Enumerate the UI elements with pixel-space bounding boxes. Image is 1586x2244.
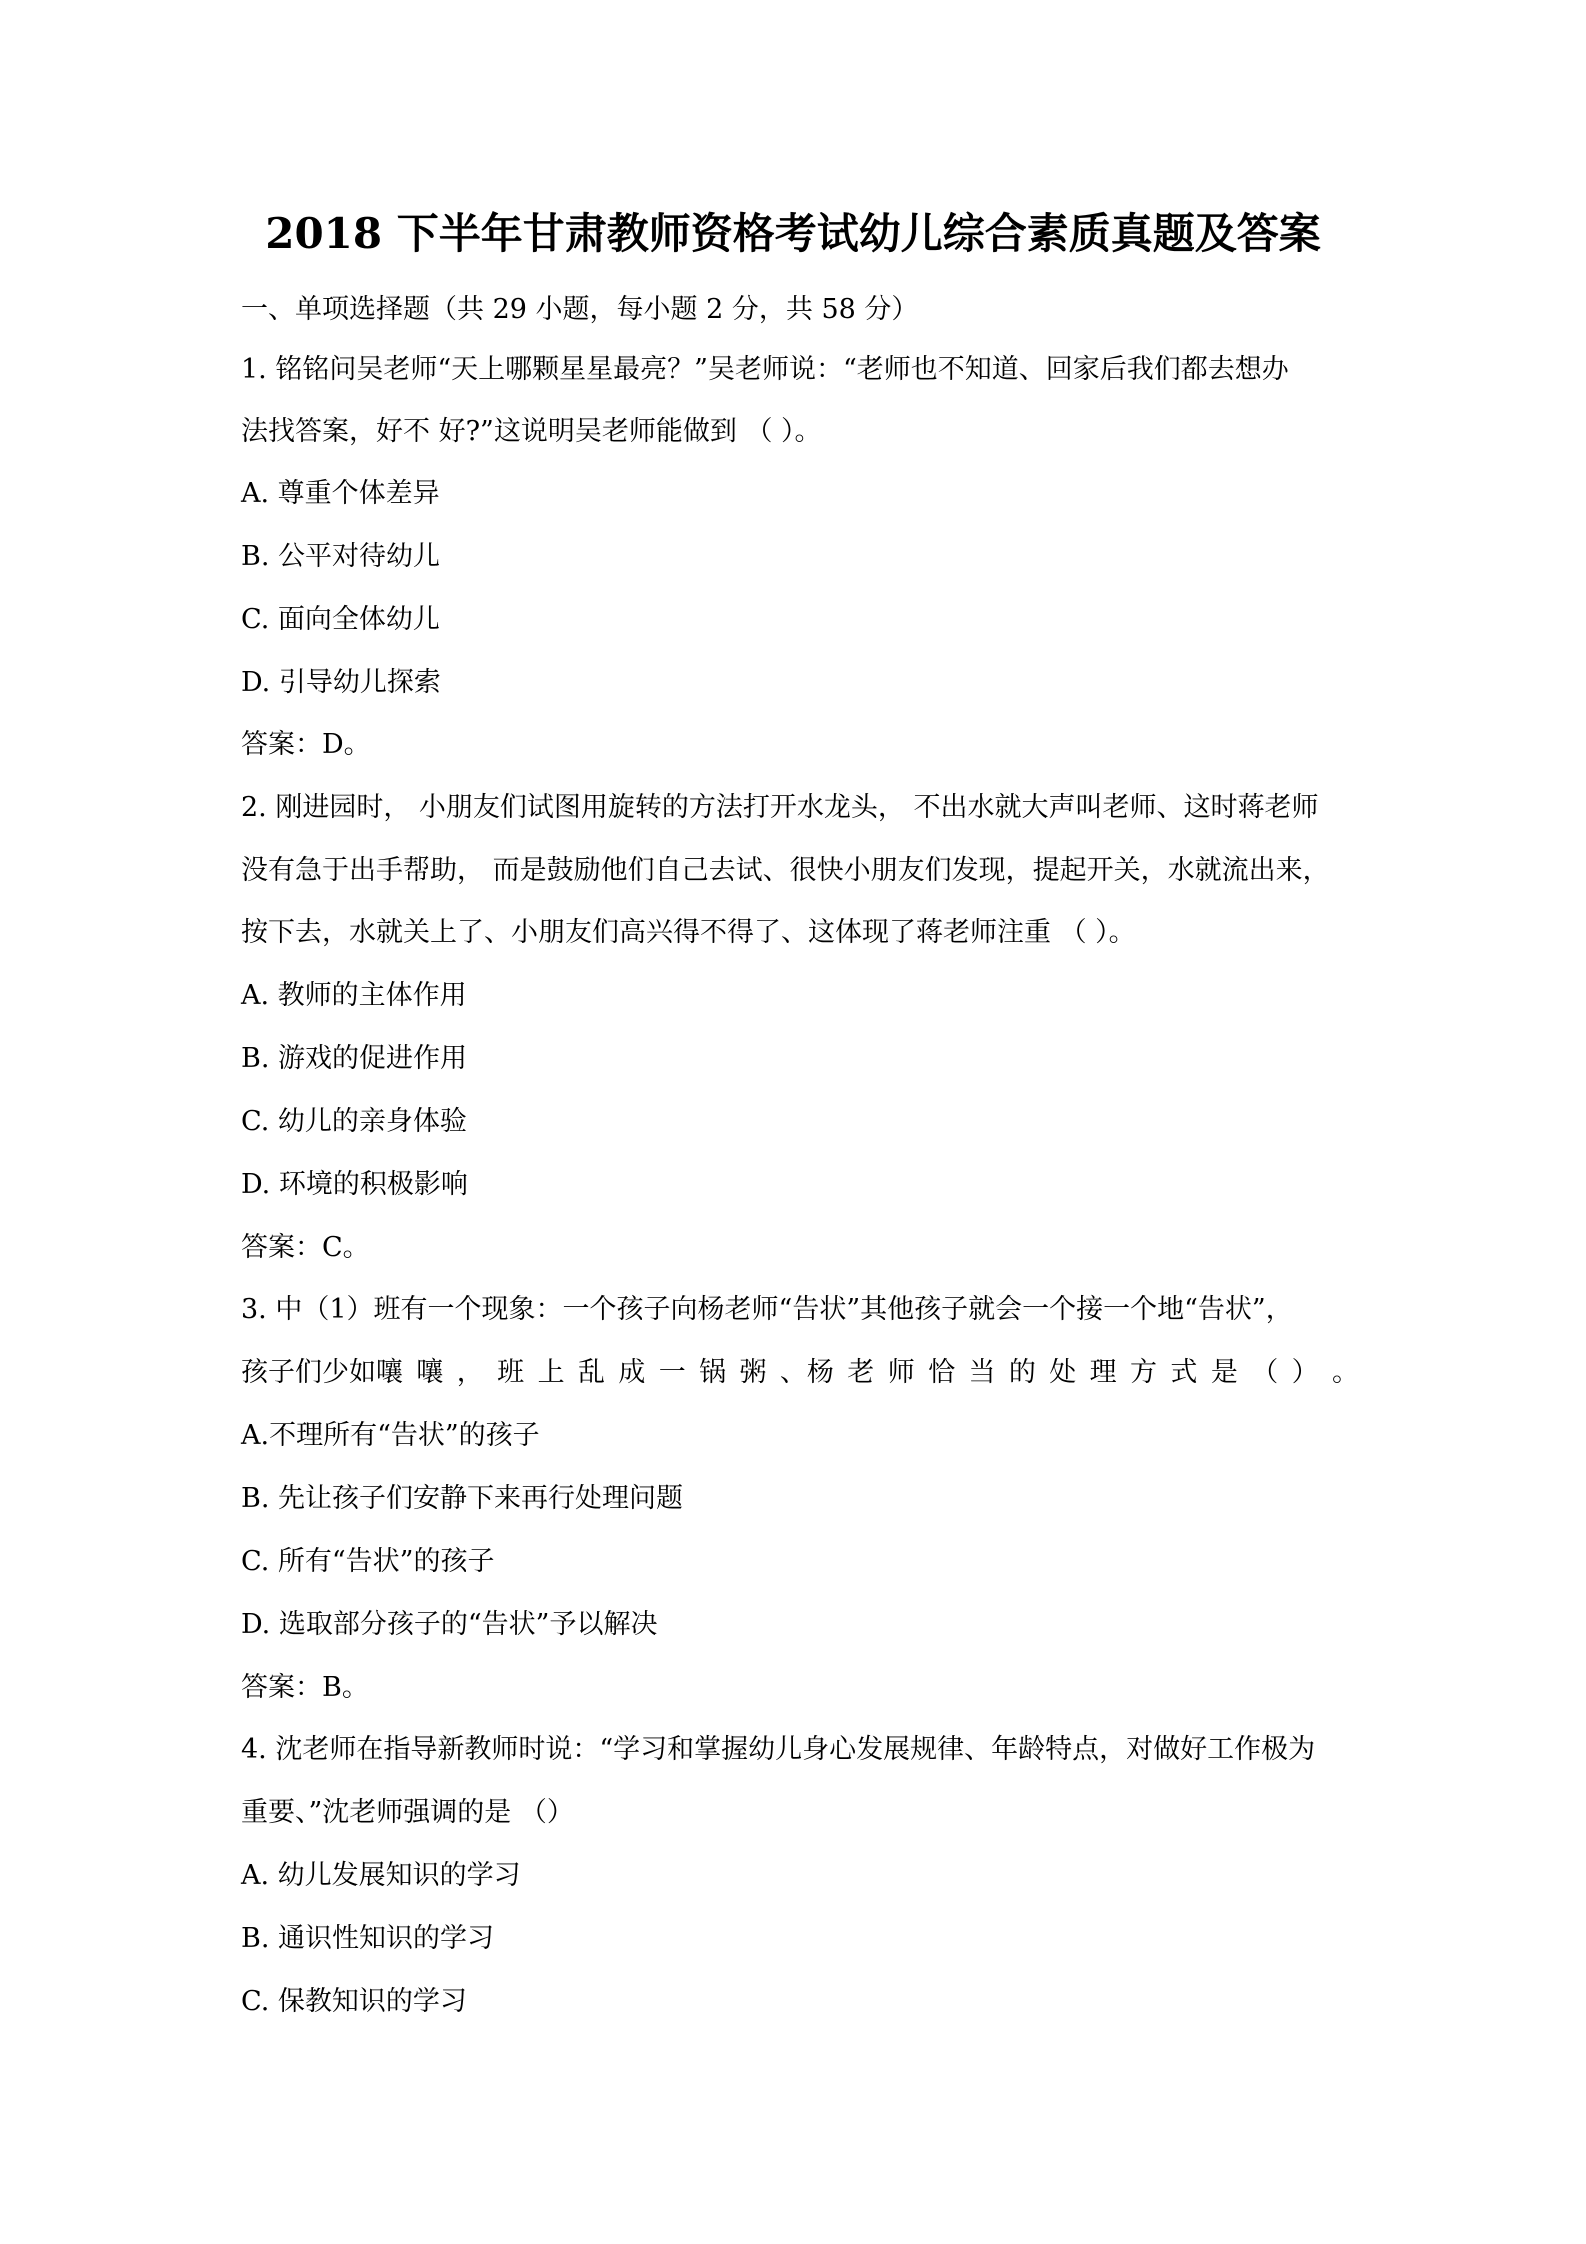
stem-char: 、杨 bbox=[779, 1357, 834, 1388]
stem-char: 班 bbox=[497, 1357, 525, 1388]
question-2-stem-line-2: 没有急于出手帮助， 而是鼓励他们自己去试、很快小朋友们发现，提起开关，水就流出来， bbox=[241, 855, 1330, 886]
stem-char: 师 bbox=[887, 1357, 915, 1388]
question-1-option-d: D. 引导幼儿探索 bbox=[241, 667, 441, 698]
stem-char: 老 bbox=[847, 1357, 875, 1388]
question-3-option-a: A.不理所有“告状”的孩子 bbox=[241, 1420, 540, 1451]
stem-char: 成 bbox=[618, 1357, 646, 1388]
document-title: 2018 下半年甘肃教师资格考试幼儿综合素质真题及答案 bbox=[265, 209, 1321, 258]
stem-char: ） bbox=[1291, 1357, 1319, 1388]
stem-char: 方 bbox=[1130, 1357, 1158, 1388]
stem-char: 孩子们少如嚷 bbox=[241, 1357, 403, 1388]
question-1-option-a: A. 尊重个体差异 bbox=[241, 478, 440, 509]
question-4-option-a: A. 幼儿发展知识的学习 bbox=[241, 1860, 521, 1891]
question-1-option-c: C. 面向全体幼儿 bbox=[241, 604, 440, 635]
question-3-stem-line-2 bbox=[241, 1353, 1359, 1393]
question-3-stem-line-1: 3. 中（1）班有一个现象：一个孩子向杨老师“告状”其他孩子就会一个接一个地“告状”， bbox=[241, 1294, 1293, 1325]
stem-char: 上 bbox=[537, 1357, 565, 1388]
stem-char: 乱 bbox=[577, 1357, 605, 1388]
question-1-answer: 答案：D。 bbox=[241, 729, 371, 760]
stem-char: 恰 bbox=[928, 1357, 956, 1388]
question-2-stem-line-3: 按下去，水就关上了、小朋友们高兴得不得了、这体现了蒋老师注重 （ ）。 bbox=[241, 917, 1136, 948]
question-3-option-d: D. 选取部分孩子的“告状”予以解决 bbox=[241, 1609, 658, 1640]
stem-char: 一 bbox=[658, 1357, 686, 1388]
question-4-option-c: C. 保教知识的学习 bbox=[241, 1986, 467, 2017]
question-3-option-c: C. 所有“告状”的孩子 bbox=[241, 1546, 495, 1577]
question-1-stem-line-1: 1. 铭铭问吴老师“天上哪颗星星最亮？”吴老师说：“老师也不知道、回家后我们都去想办 bbox=[241, 354, 1289, 385]
section-heading: 一、单项选择题（共 29 小题，每小题 2 分，共 58 分） bbox=[241, 294, 919, 325]
question-1-stem-line-2: 法找答案，好不 好?”这说明吴老师能做到 （ ）。 bbox=[241, 416, 822, 447]
question-3-answer: 答案：B。 bbox=[241, 1672, 369, 1703]
stem-char: 嚷 bbox=[416, 1357, 444, 1388]
stem-char: 是 bbox=[1210, 1357, 1238, 1388]
stem-char: 的 bbox=[1008, 1357, 1036, 1388]
question-4-option-b: B. 通识性知识的学习 bbox=[241, 1923, 495, 1954]
stem-char: 理 bbox=[1089, 1357, 1117, 1388]
question-2-option-d: D. 环境的积极影响 bbox=[241, 1169, 468, 1200]
stem-char: （ bbox=[1251, 1357, 1279, 1388]
question-2-answer: 答案：C。 bbox=[241, 1232, 370, 1263]
stem-char: 处 bbox=[1049, 1357, 1077, 1388]
question-2-option-a: A. 教师的主体作用 bbox=[241, 980, 467, 1011]
question-2-stem-line-1: 2. 刚进园时， 小朋友们试图用旋转的方法打开水龙头， 不出水就大声叫老师、这时蒋老师 bbox=[241, 792, 1319, 823]
question-2-option-c: C. 幼儿的亲身体验 bbox=[241, 1106, 467, 1137]
stem-char: 锅 bbox=[699, 1357, 727, 1388]
stem-char: 式 bbox=[1170, 1357, 1198, 1388]
stem-char: 。 bbox=[1331, 1357, 1359, 1388]
question-4-stem-line-1: 4. 沈老师在指导新教师时说：“学习和掌握幼儿身心发展规律、年龄特点，对做好工作极为 bbox=[241, 1734, 1316, 1765]
stem-char: 粥 bbox=[739, 1357, 767, 1388]
question-4-stem-line-2: 重要、”沈老师强调的是 （） bbox=[241, 1797, 574, 1828]
question-2-option-b: B. 游戏的促进作用 bbox=[241, 1043, 468, 1074]
stem-char: ， bbox=[456, 1357, 484, 1388]
stem-char: 当 bbox=[968, 1357, 996, 1388]
question-3-option-b: B. 先让孩子们安静下来再行处理问题 bbox=[241, 1483, 684, 1514]
question-1-option-b: B. 公平对待幼儿 bbox=[241, 541, 441, 572]
